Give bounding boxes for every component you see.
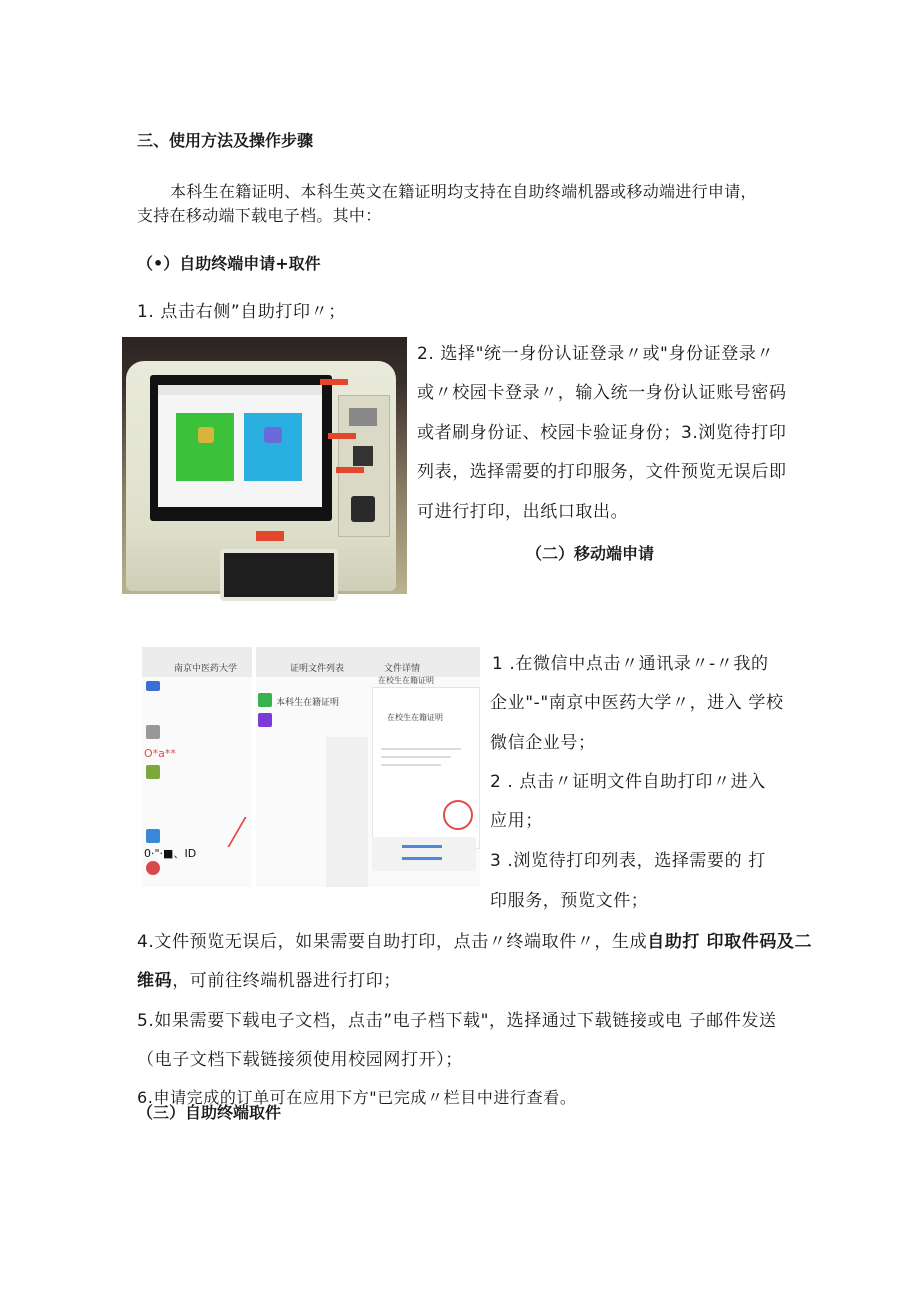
app-icon: [146, 861, 160, 875]
part1-step2-line-3: 或者刷身份证、校园卡验证身份；3.浏览待打印: [417, 423, 787, 443]
seal-stamp: [443, 800, 473, 830]
phone1-mark-1: O*a**: [144, 747, 176, 760]
step4-text-after: ，可前往终端机器进行打印；: [172, 971, 402, 991]
part2-line-7: 印服务，预览文件；: [490, 891, 649, 911]
phone1-title: 南京中医药大学: [174, 664, 238, 674]
red-tag: [320, 379, 348, 385]
kiosk-side-panel: [338, 395, 390, 537]
scanner-slot: [353, 446, 373, 466]
part2-line-3: 微信企业号；: [490, 733, 596, 753]
red-mark: [207, 817, 246, 847]
intro-line-1: 本科生在籍证明、本科生英文在籍证明均支持在自助终端机器或移动端进行申请，: [170, 182, 757, 201]
certificate-title: 在校生在籍证明: [387, 713, 443, 722]
org-icon: [146, 681, 160, 691]
printer-icon: [198, 427, 214, 443]
app-icon: [146, 765, 160, 779]
id-card-icon: [264, 427, 282, 443]
phone2-title: 证明文件列表: [290, 664, 345, 674]
kiosk-screen-bezel: [150, 375, 332, 521]
part1-step2-line-5: 可进行打印，出纸口取出。: [417, 502, 629, 522]
part3-heading: （三）自助终端取件: [137, 1103, 282, 1122]
part1-heading: （•）自助终端申请+取件: [137, 254, 321, 273]
part2-line-1: 1 .在微信中点击〃通讯录〃-〃我的: [492, 654, 769, 674]
phone3-title: 文件详情: [384, 664, 421, 674]
document-icon: [258, 693, 272, 707]
kiosk-photo: [122, 337, 407, 594]
phone-screen-2: [256, 647, 368, 887]
red-tag: [328, 433, 356, 439]
part1-step1: 1. 点击右侧”自助打印〃；: [137, 302, 346, 322]
step4-text: 4.文件预览无误后，如果需要自助打印，点击〃终端取件〃，生成: [137, 932, 648, 952]
part2-step5-line-2: （电子文档下载链接须使用校园网打开）；: [137, 1050, 463, 1070]
kiosk-screen: [158, 385, 322, 507]
phone1-mark-2: 0·"·■、ID: [144, 847, 197, 860]
part2-line-2: 企业"-"南京中医药大学〃，进入 学校: [490, 693, 784, 713]
kiosk-body: [126, 361, 396, 591]
phone-screen-3: [368, 647, 480, 887]
part2-line-6: 3 .浏览待打印列表，选择需要的 打: [490, 851, 766, 871]
phone3-subtitle: 在校生在籍证明: [378, 676, 434, 685]
edit-icon: [258, 713, 272, 727]
part2-step4-line-1: [137, 927, 812, 952]
part2-heading: （二）移动端申请: [526, 544, 655, 563]
part1-step2-line-4: 列表，选择需要的打印服务，文件预览无误后即: [417, 462, 787, 482]
id-reader-slot: [351, 496, 375, 522]
red-tag: [336, 467, 364, 473]
app-icon: [146, 725, 160, 739]
part1-step2-line-1: 2. 选择"统一身份认证登录〃或"身份证登录〃: [417, 344, 775, 364]
part2-line-4: 2 . 点击〃证明文件自助打印〃进入: [490, 772, 766, 792]
kiosk-label: [256, 531, 284, 541]
paper-output-tray: [220, 549, 338, 601]
action-bar: [372, 837, 476, 871]
step4-bold: 自助打 印取件码及二: [647, 932, 813, 952]
kiosk-tile-green: [176, 413, 234, 481]
part2-line-5: 应用；: [490, 811, 543, 831]
phone-screen-1: [142, 647, 252, 887]
intro-line-2: 支持在移动端下载电子档。其中：: [137, 206, 382, 225]
section-title: 三、使用方法及操作步骤: [137, 131, 314, 150]
app-icon: [146, 829, 160, 843]
phone2-item: 本科生在籍证明: [276, 698, 340, 708]
certificate-preview: [372, 687, 480, 849]
phone-screenshots: [142, 647, 480, 887]
step4-bold-2: 维码: [137, 971, 173, 991]
kiosk-tile-blue: [244, 413, 302, 481]
part2-step4-line-2: [137, 966, 401, 991]
step6-text: 6.申请完成的订单可在应用下方"已完成〃栏目中进行查看。: [137, 1088, 577, 1107]
part1-step2-line-2: 或〃校园卡登录〃，输入统一身份认证账号密码: [417, 383, 787, 403]
part2-step6-partial: [137, 1084, 697, 1107]
card-reader-slot: [349, 408, 377, 426]
part2-step5-line-1: 5.如果需要下载电子文档，点击”电子档下载"，选择通过下载链接或电 子邮件发送: [137, 1011, 777, 1031]
